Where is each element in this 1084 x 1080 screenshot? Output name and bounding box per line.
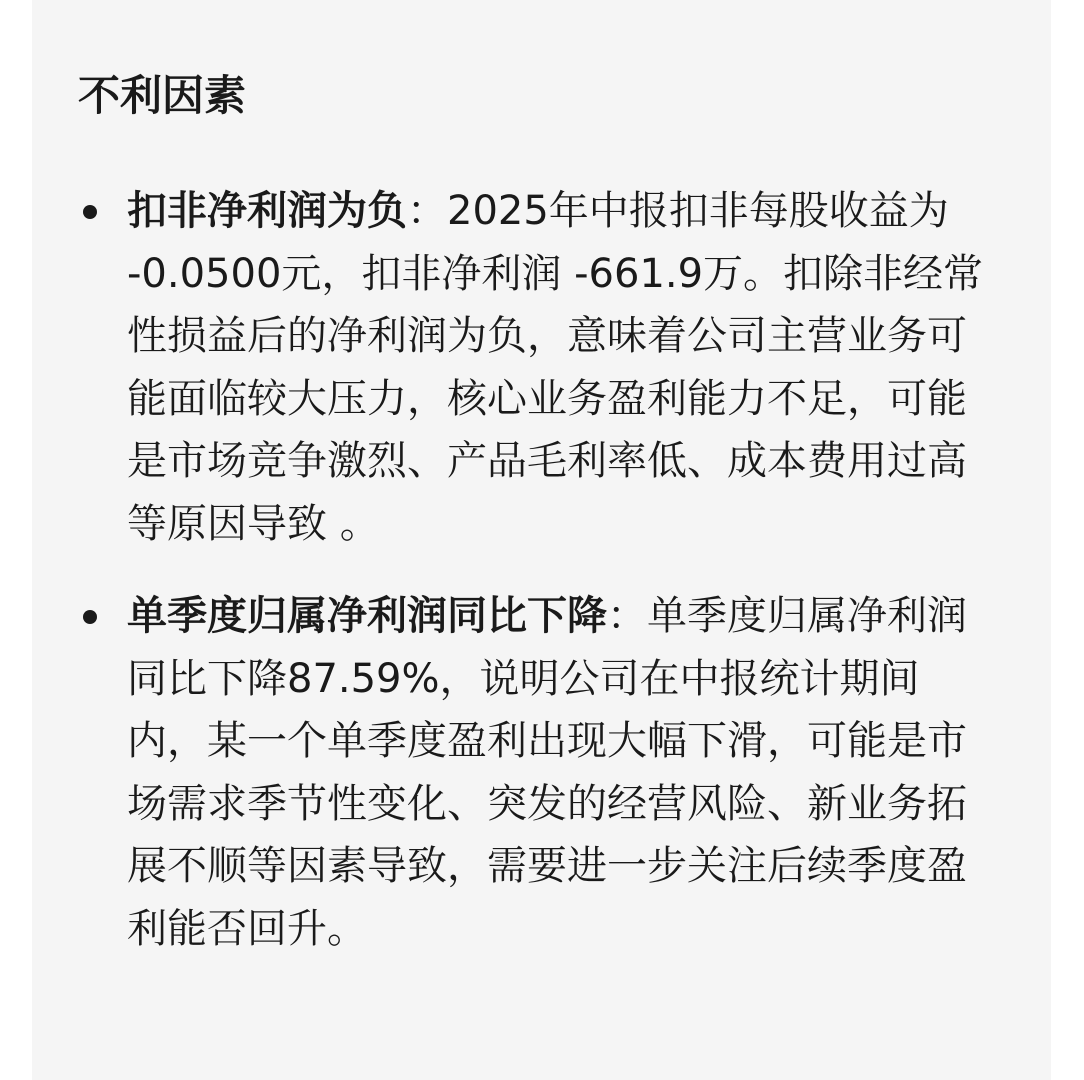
bullet-dot-icon bbox=[83, 610, 97, 624]
bullet-dot-icon bbox=[83, 205, 97, 219]
item-title: 单季度归属净利润同比下降 bbox=[127, 593, 607, 639]
list-item bbox=[32, 180, 1051, 555]
list-item bbox=[32, 585, 1051, 960]
content-card bbox=[32, 0, 1051, 1080]
item-title: 扣非净利润为负 bbox=[127, 188, 407, 234]
item-body: 单季度归属净利润同比下降87.59%，说明公司在中报统计期间内，某一个单季度盈利出现大幅下滑，可能是市场需求季节性变化、突发的经营风险、新业务拓展不顺等因素导致，需要进一步关注后续季度盈利能否回升。 bbox=[127, 593, 967, 952]
item-separator: ： bbox=[407, 188, 447, 234]
section-heading: 不利因素 bbox=[78, 71, 247, 120]
item-separator: ： bbox=[607, 593, 647, 639]
item-body: 2025年中报扣非每股收益为 -0.0500元，扣非净利润 -661.9万。扣除非经常性损益后的净利润为负，意味着公司主营业务可能面临较大压力，核心业务盈利能力不足，可能是市场竞争激烈、产品毛利率低、成本费用过高等原因导致 。 bbox=[127, 188, 984, 547]
bullet-list bbox=[32, 180, 1051, 990]
